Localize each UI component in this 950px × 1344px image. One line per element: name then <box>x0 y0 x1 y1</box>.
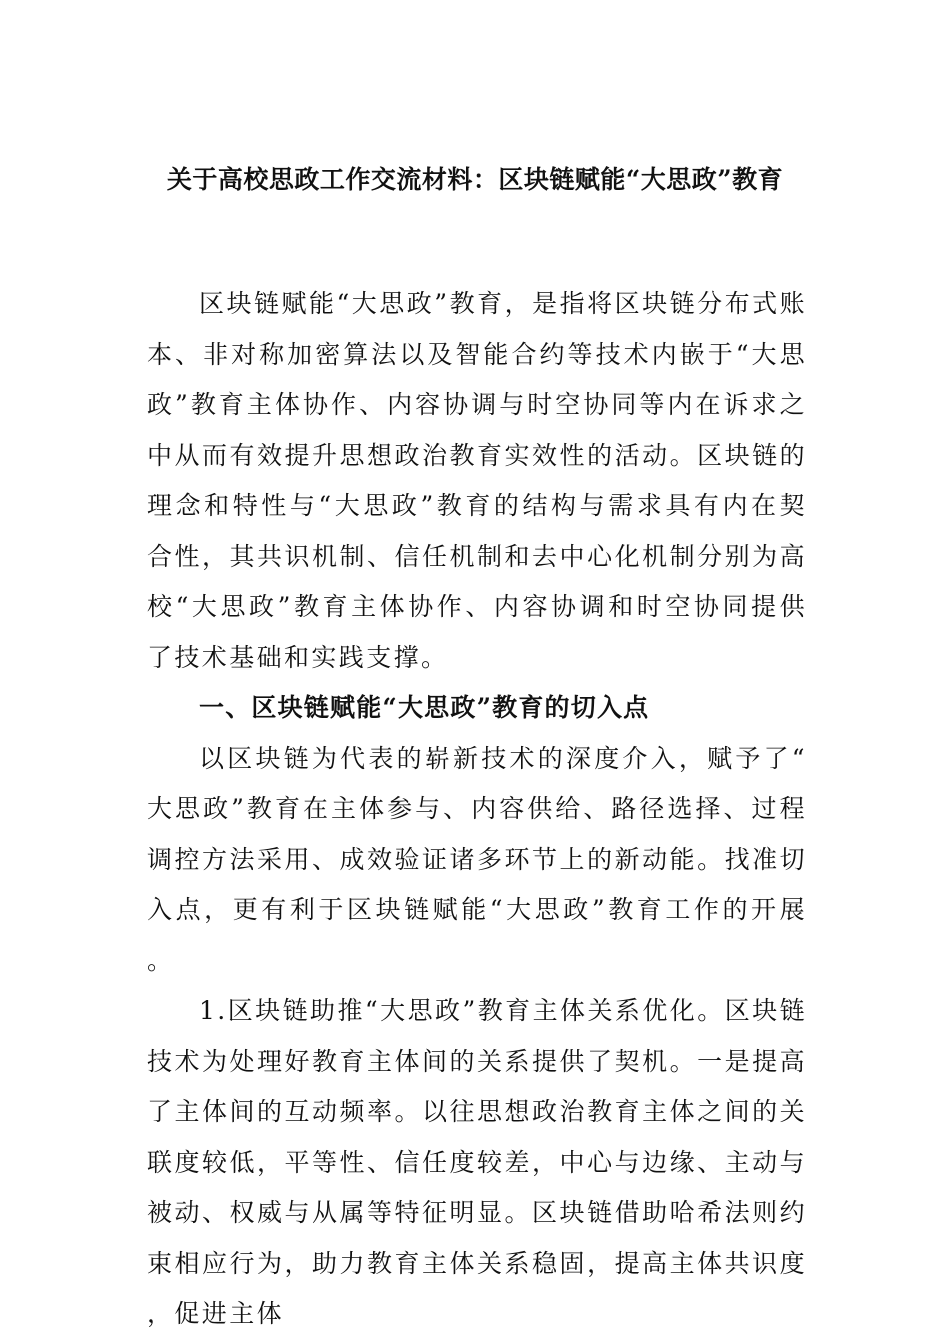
paragraph-subject-relations: 1.区块链助推“大思政”教育主体关系优化。区块链技术为处理好教育主体间的关系提供了契机。一是提高了主体间的互动频率。以往思想政治教育主体之间的关联度较低，平等性、信任度较差，中心与边缘、主动与被动、权威与从属等特征明显。区块链借助哈希法则约束相应行为，助力教育主体关系稳固，提高主体共识度，促进主体 <box>147 996 807 1328</box>
section-heading-1: 一、区块链赋能“大思政”教育的切入点 <box>199 693 650 722</box>
document-body <box>147 279 807 1340</box>
paragraph-entry-points: 以区块链为代表的崭新技术的深度介入，赋予了“大思政”教育在主体参与、内容供给、路径选择、过程调控方法采用、成效验证诸多环节上的新动能。找准切入点，更有利于区块链赋能“大思政”教育工作的开展。 <box>147 743 807 975</box>
paragraph-intro: 区块链赋能“大思政”教育，是指将区块链分布式账本、非对称加密算法以及智能合约等技术内嵌于“大思政”教育主体协作、内容协调与时空协同等内在诉求之中从而有效提升思想政治教育实效性的活动。区块链的理念和特性与“大思政”教育的结构与需求具有内在契合性，其共识机制、信任机制和去中心化机制分别为高校“大思政”教育主体协作、内容协调和时空协同提供了技术基础和实践支撑。 <box>147 289 807 672</box>
document-title: 关于高校思政工作交流材料：区块链赋能“大思政”教育 <box>166 165 784 194</box>
